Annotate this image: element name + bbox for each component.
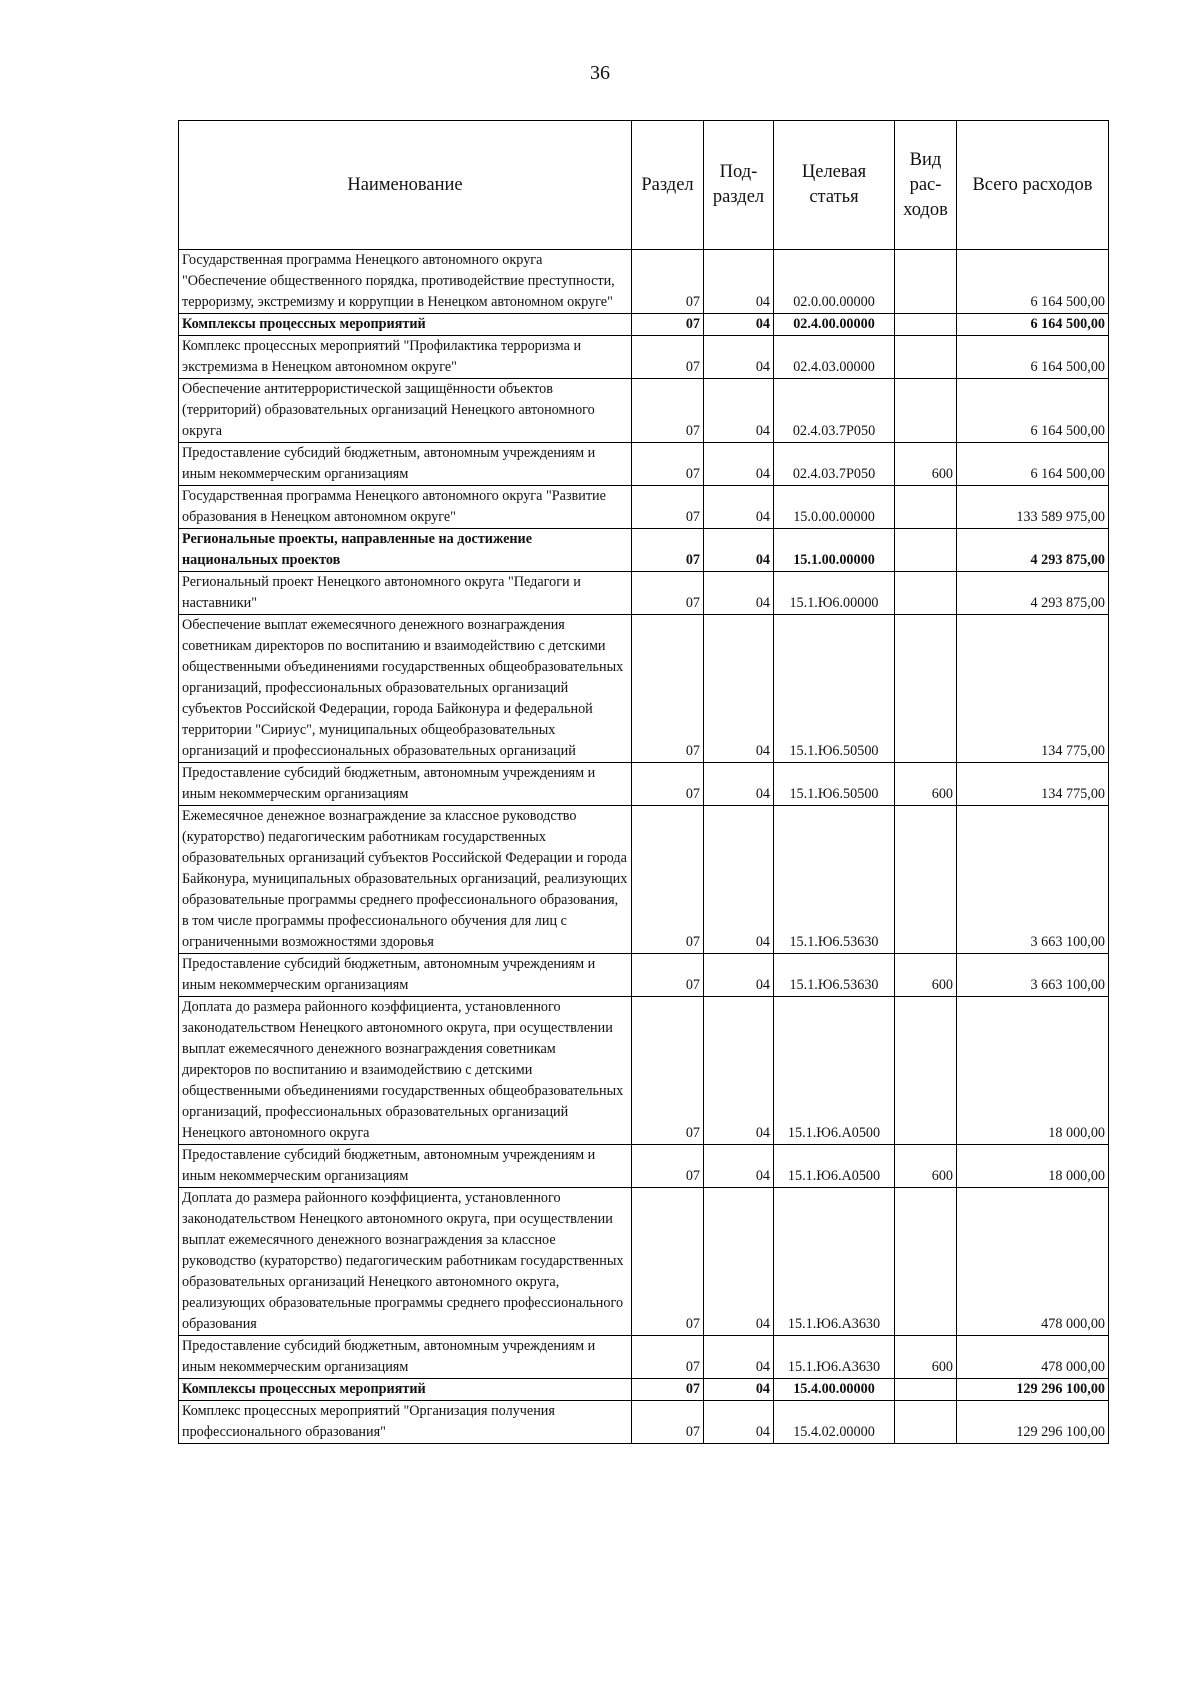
row-total: 134 775,00 bbox=[957, 763, 1109, 806]
row-total: 3 663 100,00 bbox=[957, 806, 1109, 954]
row-subsection: 04 bbox=[704, 954, 774, 997]
row-target-article: 15.1.00.00000 bbox=[774, 529, 895, 572]
table-row bbox=[179, 1401, 1109, 1444]
row-name: Комплекс процессных мероприятий "Профилактика терроризма и экстремизма в Ненецком автономном округе" bbox=[179, 336, 632, 379]
row-name: Предоставление субсидий бюджетным, автономным учреждениям и иным некоммерческим организациям bbox=[179, 763, 632, 806]
table-row bbox=[179, 954, 1109, 997]
row-expense-type bbox=[895, 336, 957, 379]
row-subsection: 04 bbox=[704, 529, 774, 572]
table-row bbox=[179, 250, 1109, 314]
row-name: Доплата до размера районного коэффициента, установленного законодательством Ненецкого автономного округа, при осуществлении выплат ежемесячного денежного вознаграждения советникам директоров по воспитанию и взаимодействию с детскими общественными объединениями государственных общеобразовательных организаций, профессиональных образовательных организаций Ненецкого автономного округа bbox=[179, 997, 632, 1145]
row-name: Предоставление субсидий бюджетным, автономным учреждениям и иным некоммерческим организациям bbox=[179, 1145, 632, 1188]
row-name: Ежемесячное денежное вознаграждение за классное руководство (кураторство) педагогическим работникам государственных образовательных организаций субъектов Российской Федерации и города Байконура, муниципальных образовательных организаций, реализующих образовательные программы среднего профессионального образования, в том числе программы профессионального обучения для лиц с ограниченными возможностями здоровья bbox=[179, 806, 632, 954]
row-target-article: 15.1.Ю6.А3630 bbox=[774, 1188, 895, 1336]
table-row bbox=[179, 763, 1109, 806]
table-row bbox=[179, 615, 1109, 763]
header-expense-type: Вид рас- ходов bbox=[895, 121, 957, 250]
row-section: 07 bbox=[632, 954, 704, 997]
row-expense-type: 600 bbox=[895, 1336, 957, 1379]
row-target-article: 15.1.Ю6.50500 bbox=[774, 615, 895, 763]
row-name: Комплексы процессных мероприятий bbox=[179, 314, 632, 336]
row-total: 478 000,00 bbox=[957, 1336, 1109, 1379]
header-target-article: Целевая статья bbox=[774, 121, 895, 250]
row-expense-type bbox=[895, 529, 957, 572]
row-expense-type bbox=[895, 997, 957, 1145]
row-target-article: 15.1.Ю6.А0500 bbox=[774, 1145, 895, 1188]
row-subsection: 04 bbox=[704, 1379, 774, 1401]
row-section: 07 bbox=[632, 572, 704, 615]
row-expense-type bbox=[895, 806, 957, 954]
table-row bbox=[179, 1379, 1109, 1401]
row-name: Предоставление субсидий бюджетным, автономным учреждениям и иным некоммерческим организациям bbox=[179, 443, 632, 486]
row-expense-type: 600 bbox=[895, 763, 957, 806]
row-expense-type bbox=[895, 314, 957, 336]
row-name: Доплата до размера районного коэффициента, установленного законодательством Ненецкого автономного округа, при осуществлении выплат ежемесячного денежного вознаграждения за классное руководство (кураторство) педагогическим работникам государственных образовательных организаций Ненецкого автономного округа, реализующих образовательные программы среднего профессионального образования bbox=[179, 1188, 632, 1336]
row-subsection: 04 bbox=[704, 486, 774, 529]
table-row bbox=[179, 486, 1109, 529]
row-section: 07 bbox=[632, 806, 704, 954]
row-target-article: 15.1.Ю6.00000 bbox=[774, 572, 895, 615]
row-target-article: 15.1.Ю6.А3630 bbox=[774, 1336, 895, 1379]
row-expense-type bbox=[895, 572, 957, 615]
row-subsection: 04 bbox=[704, 763, 774, 806]
row-target-article: 02.0.00.00000 bbox=[774, 250, 895, 314]
row-name: Предоставление субсидий бюджетным, автономным учреждениям и иным некоммерческим организациям bbox=[179, 954, 632, 997]
row-total: 4 293 875,00 bbox=[957, 572, 1109, 615]
table-row bbox=[179, 1336, 1109, 1379]
row-subsection: 04 bbox=[704, 314, 774, 336]
row-subsection: 04 bbox=[704, 806, 774, 954]
row-total: 6 164 500,00 bbox=[957, 379, 1109, 443]
row-total: 134 775,00 bbox=[957, 615, 1109, 763]
row-expense-type: 600 bbox=[895, 1145, 957, 1188]
row-expense-type: 600 bbox=[895, 443, 957, 486]
row-target-article: 15.4.00.00000 bbox=[774, 1379, 895, 1401]
row-target-article: 15.1.Ю6.53630 bbox=[774, 806, 895, 954]
row-subsection: 04 bbox=[704, 1188, 774, 1336]
row-target-article: 02.4.03.7Р050 bbox=[774, 379, 895, 443]
table-row bbox=[179, 379, 1109, 443]
row-section: 07 bbox=[632, 615, 704, 763]
row-target-article: 02.4.03.7Р050 bbox=[774, 443, 895, 486]
row-total: 6 164 500,00 bbox=[957, 336, 1109, 379]
row-name: Обеспечение выплат ежемесячного денежного вознаграждения советникам директоров по воспитанию и взаимодействию с детскими общественными объединениями государственных общеобразовательных организаций, профессиональных образовательных организаций субъектов Российской Федерации, города Байконура и федеральной территории "Сириус", муниципальных общеобразовательных организаций и профессиональных образовательных организаций bbox=[179, 615, 632, 763]
table-header-row bbox=[179, 121, 1109, 250]
row-total: 3 663 100,00 bbox=[957, 954, 1109, 997]
row-subsection: 04 bbox=[704, 250, 774, 314]
table-row bbox=[179, 806, 1109, 954]
row-expense-type bbox=[895, 615, 957, 763]
row-section: 07 bbox=[632, 379, 704, 443]
row-target-article: 15.1.Ю6.А0500 bbox=[774, 997, 895, 1145]
row-target-article: 15.4.02.00000 bbox=[774, 1401, 895, 1444]
row-total: 18 000,00 bbox=[957, 997, 1109, 1145]
row-target-article: 02.4.00.00000 bbox=[774, 314, 895, 336]
row-total: 133 589 975,00 bbox=[957, 486, 1109, 529]
row-section: 07 bbox=[632, 443, 704, 486]
row-section: 07 bbox=[632, 1145, 704, 1188]
row-subsection: 04 bbox=[704, 572, 774, 615]
row-name: Предоставление субсидий бюджетным, автономным учреждениям и иным некоммерческим организациям bbox=[179, 1336, 632, 1379]
header-section: Раздел bbox=[632, 121, 704, 250]
header-subsection: Под- раздел bbox=[704, 121, 774, 250]
row-target-article: 15.1.Ю6.50500 bbox=[774, 763, 895, 806]
row-total: 129 296 100,00 bbox=[957, 1401, 1109, 1444]
row-name: Региональный проект Ненецкого автономного округа "Педагоги и наставники" bbox=[179, 572, 632, 615]
row-expense-type bbox=[895, 250, 957, 314]
row-section: 07 bbox=[632, 486, 704, 529]
row-section: 07 bbox=[632, 250, 704, 314]
row-subsection: 04 bbox=[704, 1336, 774, 1379]
row-section: 07 bbox=[632, 1379, 704, 1401]
header-total: Всего расходов bbox=[957, 121, 1109, 250]
row-subsection: 04 bbox=[704, 336, 774, 379]
row-subsection: 04 bbox=[704, 615, 774, 763]
row-subsection: 04 bbox=[704, 997, 774, 1145]
table-row bbox=[179, 1188, 1109, 1336]
row-subsection: 04 bbox=[704, 379, 774, 443]
table-row bbox=[179, 314, 1109, 336]
row-section: 07 bbox=[632, 314, 704, 336]
row-section: 07 bbox=[632, 1336, 704, 1379]
row-section: 07 bbox=[632, 1188, 704, 1336]
row-expense-type bbox=[895, 486, 957, 529]
table-row bbox=[179, 443, 1109, 486]
table-row bbox=[179, 336, 1109, 379]
row-total: 6 164 500,00 bbox=[957, 314, 1109, 336]
row-name: Государственная программа Ненецкого автономного округа "Обеспечение общественного порядка, противодействие преступности, терроризму, экстремизму и коррупции в Ненецком автономном округе" bbox=[179, 250, 632, 314]
row-subsection: 04 bbox=[704, 1145, 774, 1188]
row-total: 18 000,00 bbox=[957, 1145, 1109, 1188]
row-section: 07 bbox=[632, 336, 704, 379]
table-row bbox=[179, 529, 1109, 572]
row-section: 07 bbox=[632, 997, 704, 1145]
row-name: Комплексы процессных мероприятий bbox=[179, 1379, 632, 1401]
row-subsection: 04 bbox=[704, 1401, 774, 1444]
row-total: 129 296 100,00 bbox=[957, 1379, 1109, 1401]
row-name: Комплекс процессных мероприятий "Организация получения профессионального образования" bbox=[179, 1401, 632, 1444]
row-name: Государственная программа Ненецкого автономного округа "Развитие образования в Ненецком автономном округе" bbox=[179, 486, 632, 529]
row-target-article: 15.1.Ю6.53630 bbox=[774, 954, 895, 997]
row-total: 478 000,00 bbox=[957, 1188, 1109, 1336]
header-name: Наименование bbox=[179, 121, 632, 250]
row-total: 4 293 875,00 bbox=[957, 529, 1109, 572]
row-expense-type bbox=[895, 379, 957, 443]
row-section: 07 bbox=[632, 529, 704, 572]
row-total: 6 164 500,00 bbox=[957, 443, 1109, 486]
row-expense-type bbox=[895, 1379, 957, 1401]
row-total: 6 164 500,00 bbox=[957, 250, 1109, 314]
row-expense-type bbox=[895, 1188, 957, 1336]
row-subsection: 04 bbox=[704, 443, 774, 486]
row-target-article: 15.0.00.00000 bbox=[774, 486, 895, 529]
table-body bbox=[179, 250, 1109, 1444]
page-number: 36 bbox=[590, 62, 610, 84]
table-row bbox=[179, 1145, 1109, 1188]
row-name: Региональные проекты, направленные на достижение национальных проектов bbox=[179, 529, 632, 572]
row-name: Обеспечение антитеррористической защищённости объектов (территорий) образовательных организаций Ненецкого автономного округа bbox=[179, 379, 632, 443]
table-row bbox=[179, 997, 1109, 1145]
row-section: 07 bbox=[632, 1401, 704, 1444]
row-expense-type bbox=[895, 1401, 957, 1444]
row-section: 07 bbox=[632, 763, 704, 806]
table-row bbox=[179, 572, 1109, 615]
row-expense-type: 600 bbox=[895, 954, 957, 997]
row-target-article: 02.4.03.00000 bbox=[774, 336, 895, 379]
budget-table bbox=[178, 120, 1109, 1444]
